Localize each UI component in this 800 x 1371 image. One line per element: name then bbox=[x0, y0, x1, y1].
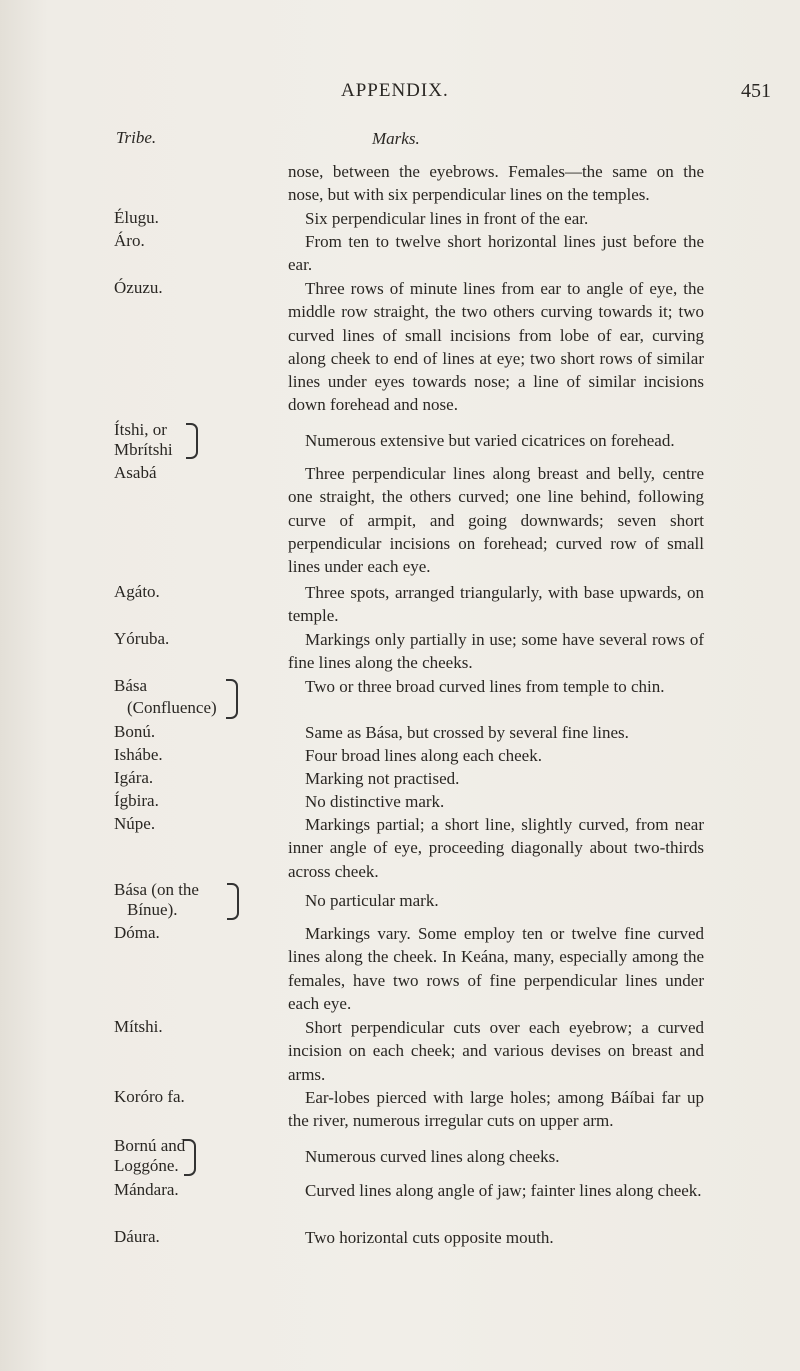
entry-marks: Three spots, arranged triangularly, with base upwards, on temple. bbox=[288, 583, 704, 626]
entry-marks: Three rows of minute lines from ear to angle of eye, the middle row straight, the two others curving towards it; two curved lines of small incisions from lobe of ear, curving along cheek to end of lines at eye; two short rows of similar lines under eyes towards nose; a line of similar incisions down forehead and nose. bbox=[288, 279, 704, 415]
entry-marks: nose, between the eyebrows. Females—the same on the nose, but with six perpendicular lines on the temples. bbox=[288, 162, 704, 205]
page-number: 451 bbox=[741, 80, 771, 102]
entry-marks: Six perpendicular lines in front of the ear. bbox=[305, 209, 589, 228]
entry-marks: Markings only partially in use; some have several rows of fine lines along the cheeks. bbox=[288, 630, 704, 673]
bracket-brace bbox=[186, 423, 198, 459]
tribe-column-heading: Tribe. bbox=[116, 128, 157, 147]
entry-marks: Curved lines along angle of jaw; fainter lines along cheek. bbox=[305, 1181, 702, 1200]
entry-marks: Short perpendicular cuts over each eyebrow; a curved incision on each cheek; and various devises on breast and arms. bbox=[288, 1018, 704, 1084]
entry-marks: No distinctive mark. bbox=[305, 792, 445, 811]
entry-tribe: Núpe. bbox=[114, 814, 156, 833]
entry-tribe: Ózuzu. bbox=[114, 278, 163, 297]
entry-tribe: Mándara. bbox=[114, 1180, 179, 1199]
entry-tribe: Dáura. bbox=[114, 1227, 160, 1246]
bracket-brace bbox=[227, 883, 239, 920]
entry-tribe: Yóruba. bbox=[114, 629, 170, 648]
entry-marks: From ten to twelve short horizontal lines just before the ear. bbox=[288, 232, 704, 275]
bracket-brace bbox=[226, 679, 238, 719]
entry-tribe-line: Bínue). bbox=[127, 900, 178, 919]
entry-marks: Same as Bása, but crossed by several fine lines. bbox=[305, 723, 629, 742]
entry-tribe-line: Ítshi, or bbox=[114, 420, 167, 439]
entry-tribe bbox=[114, 675, 294, 719]
entry-marks: Ear-lobes pierced with large holes; among Báíbai far up the river, numerous irregular cuts on upper arm. bbox=[288, 1088, 704, 1131]
entry-tribe: Áro. bbox=[114, 231, 145, 250]
entry-marks: Marking not practised. bbox=[305, 769, 460, 788]
entry-tribe: Mítshi. bbox=[114, 1017, 163, 1036]
entry-tribe: Dóma. bbox=[114, 923, 160, 942]
entry-marks: Three perpendicular lines along breast and belly, centre one straight, the others curved; one line behind, following curve of armpit, and going downwards; seven short perpendicular incisions on forehead; curved row of small lines under each eye. bbox=[288, 464, 704, 577]
entry-tribe-line: (Confluence) bbox=[127, 698, 217, 717]
entry-tribe bbox=[114, 420, 294, 460]
entry-tribe-line: Bása bbox=[114, 676, 148, 695]
entry-marks: No particular mark. bbox=[305, 891, 439, 910]
entry-tribe: Koróro fa. bbox=[114, 1087, 185, 1106]
entry-tribe: Asabá bbox=[114, 463, 157, 482]
entry-tribe: Ígbira. bbox=[114, 791, 159, 810]
entry-marks: Two horizontal cuts opposite mouth. bbox=[305, 1228, 554, 1247]
entry-tribe: Agáto. bbox=[114, 582, 160, 601]
entry-tribe: Igára. bbox=[114, 768, 154, 787]
entry-tribe: Ishábe. bbox=[114, 745, 163, 764]
entry-marks: Markings vary. Some employ ten or twelve fine curved lines along the cheek. In Keána, many, especially among the females, have two rows of fine perpendicular lines under each eye. bbox=[288, 924, 704, 1013]
entry-tribe-line: Bása (on the bbox=[114, 880, 199, 899]
marks-column-heading: Marks. bbox=[372, 129, 420, 148]
entry-marks: Numerous curved lines along cheeks. bbox=[305, 1147, 560, 1166]
entry-marks: Markings partial; a short line, slightly curved, from near inner angle of eye, proceeding diagonally about two-thirds across cheek. bbox=[288, 815, 704, 881]
entry-tribe: Élugu. bbox=[114, 208, 159, 227]
entry-tribe bbox=[114, 880, 294, 920]
entry-tribe bbox=[114, 1136, 294, 1176]
entry-tribe-line: Bornú and bbox=[114, 1136, 186, 1155]
running-header bbox=[0, 80, 800, 110]
bracket-brace bbox=[184, 1139, 196, 1176]
header-title: APPENDIX. bbox=[341, 80, 449, 101]
entry-marks: Two or three broad curved lines from temple to chin. bbox=[305, 677, 665, 696]
entry-tribe-line: Mbrítshi bbox=[114, 440, 173, 459]
entry-tribe: Bonú. bbox=[114, 722, 156, 741]
entry-marks: Four broad lines along each cheek. bbox=[305, 746, 542, 765]
entry-tribe-line: Loggóne. bbox=[114, 1156, 179, 1175]
entry-marks: Numerous extensive but varied cicatrices on forehead. bbox=[305, 431, 675, 450]
